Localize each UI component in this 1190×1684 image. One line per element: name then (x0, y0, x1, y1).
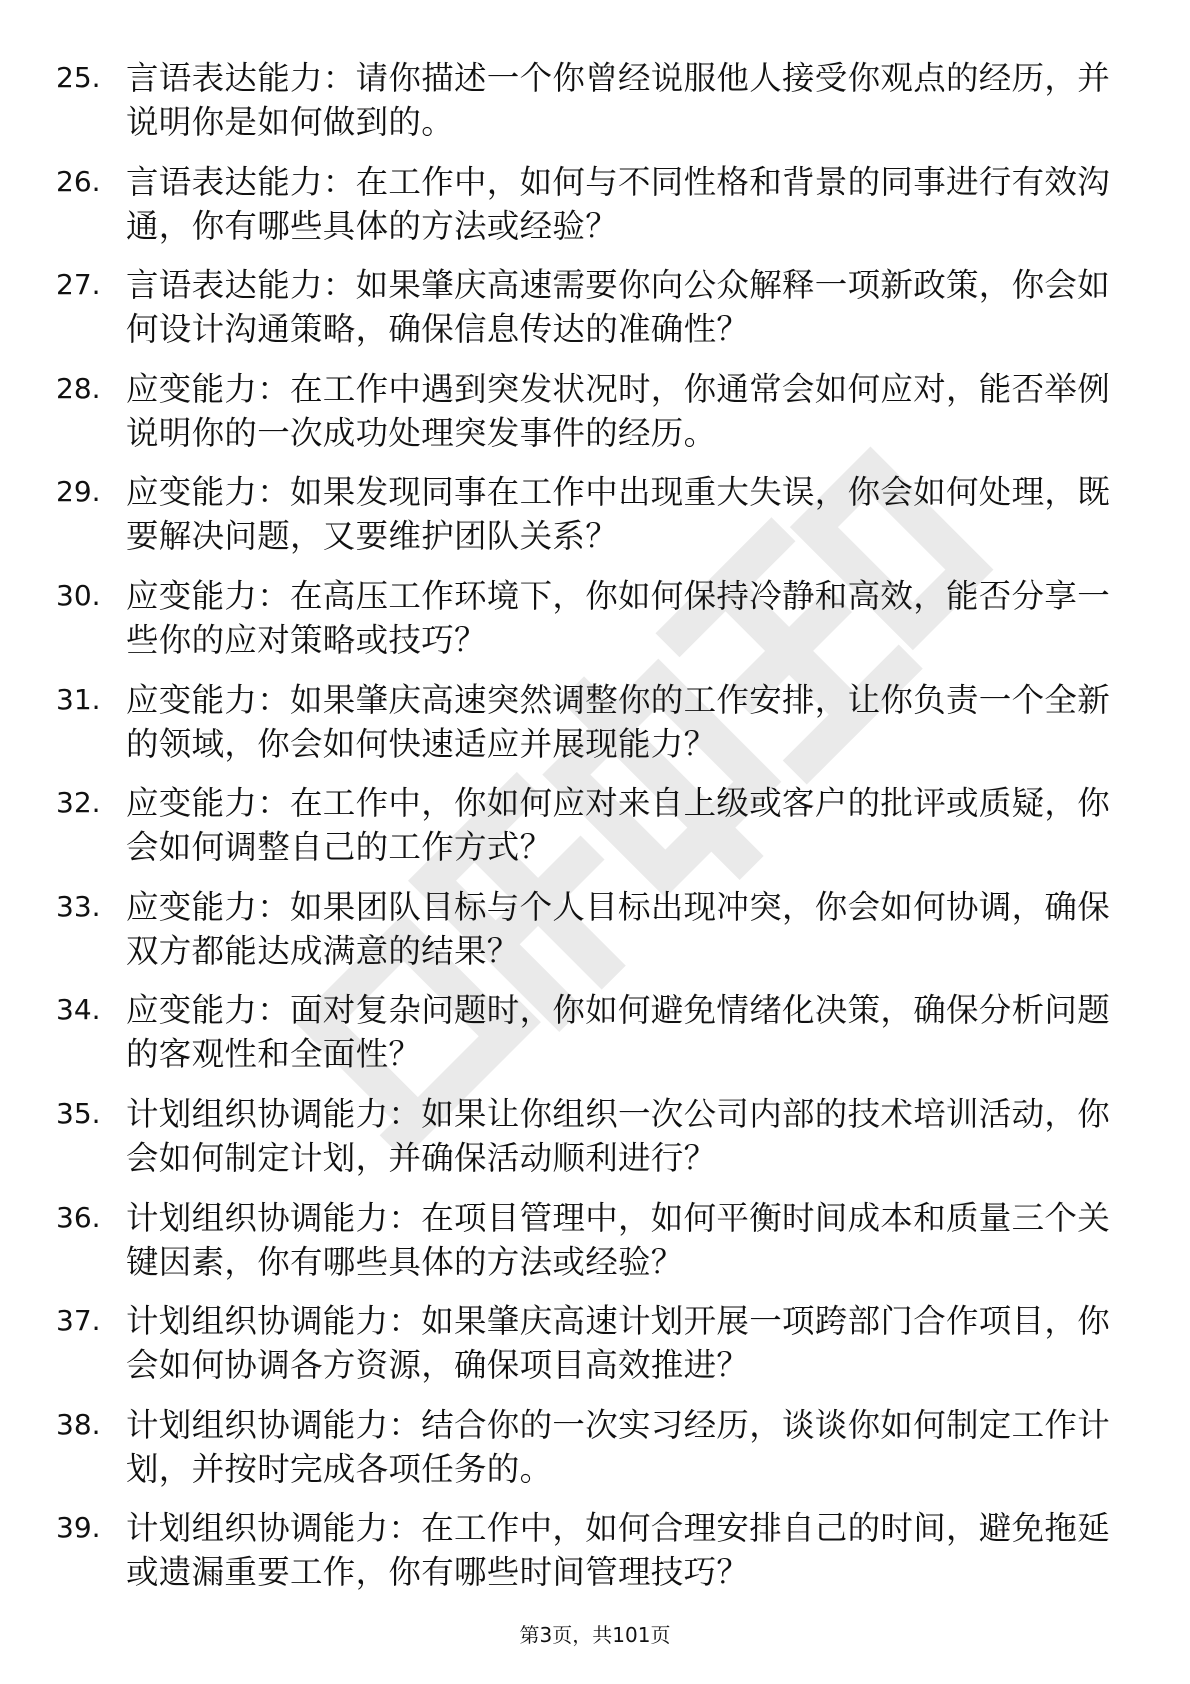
question-item (0, 1391, 1190, 1495)
question-item (0, 873, 1190, 977)
question-number: 33. (56, 889, 101, 923)
question-text: 应变能力：在工作中遇到突发状况时，你通常会如何应对，能否举例说明你的一次成功处理突发事件的经历。 (126, 369, 1111, 452)
question-item (0, 1287, 1190, 1391)
question-item (0, 1184, 1190, 1288)
question-number: 30. (56, 578, 101, 612)
question-text: 计划组织协调能力：如果肇庆高速计划开展一项跨部门合作项目，你会如何协调各方资源，确保项目高效推进？ (126, 1302, 1111, 1385)
question-text: 应变能力：如果肇庆高速突然调整你的工作安排，让你负责一个全新的领域，你会如何快速适应并展现能力？ (126, 680, 1111, 763)
question-text: 应变能力：在高压工作环境下，你如何保持冷静和高效，能否分享一些你的应对策略或技巧？ (126, 576, 1111, 659)
question-item (0, 355, 1190, 459)
question-text: 应变能力：如果发现同事在工作中出现重大失误，你会如何处理，既要解决问题，又要维护团队关系？ (126, 473, 1111, 556)
question-number: 28. (56, 371, 101, 405)
question-number: 26. (56, 164, 101, 198)
question-text: 应变能力：面对复杂问题时，你如何避免情绪化决策，确保分析问题的客观性和全面性？ (126, 991, 1111, 1074)
question-item (0, 666, 1190, 770)
question-item (0, 44, 1190, 148)
question-number: 34. (56, 993, 101, 1027)
question-number: 38. (56, 1407, 101, 1441)
question-item (0, 769, 1190, 873)
question-number: 31. (56, 682, 101, 716)
question-item (0, 976, 1190, 1080)
question-text: 言语表达能力：如果肇庆高速需要你向公众解释一项新政策，你会如何设计沟通策略，确保信息传达的准确性？ (126, 266, 1111, 349)
question-item (0, 251, 1190, 355)
question-item (0, 562, 1190, 666)
page-footer: 第3页，共101页 (519, 1623, 671, 1647)
question-text: 计划组织协调能力：在工作中，如何合理安排自己的时间，避免拖延或遗漏重要工作，你有哪些时间管理技巧？ (126, 1509, 1111, 1592)
question-number: 37. (56, 1304, 101, 1338)
question-item (0, 458, 1190, 562)
question-number: 39. (56, 1511, 101, 1545)
question-number: 25. (56, 61, 101, 94)
question-text: 言语表达能力：请你描述一个你曾经说服他人接受你观点的经历，并说明你是如何做到的。 (126, 59, 1111, 141)
question-number: 35. (56, 1096, 101, 1130)
question-text: 应变能力：在工作中，你如何应对来自上级或客户的批评或质疑，你会如何调整自己的工作方式？ (126, 784, 1111, 867)
question-text: 计划组织协调能力：如果让你组织一次公司内部的技术培训活动，你会如何制定计划，并确保活动顺利进行？ (126, 1094, 1111, 1177)
question-number: 36. (56, 1200, 101, 1234)
question-item (0, 148, 1190, 252)
question-text: 计划组织协调能力：在项目管理中，如何平衡时间成本和质量三个关键因素，你有哪些具体的方法或经验？ (126, 1198, 1111, 1281)
question-list (0, 44, 1190, 1598)
question-number: 32. (56, 786, 101, 820)
question-text: 计划组织协调能力：结合你的一次实习经历，谈谈你如何制定工作计划，并按时完成各项任务的。 (126, 1405, 1111, 1488)
question-number: 29. (56, 475, 101, 509)
question-item (0, 1494, 1190, 1598)
question-text: 应变能力：如果团队目标与个人目标出现冲突，你会如何协调，确保双方都能达成满意的结果？ (126, 887, 1111, 970)
question-text: 言语表达能力：在工作中，如何与不同性格和背景的同事进行有效沟通，你有哪些具体的方法或经验？ (126, 162, 1111, 245)
question-number: 27. (56, 268, 101, 302)
question-item (0, 1080, 1190, 1184)
